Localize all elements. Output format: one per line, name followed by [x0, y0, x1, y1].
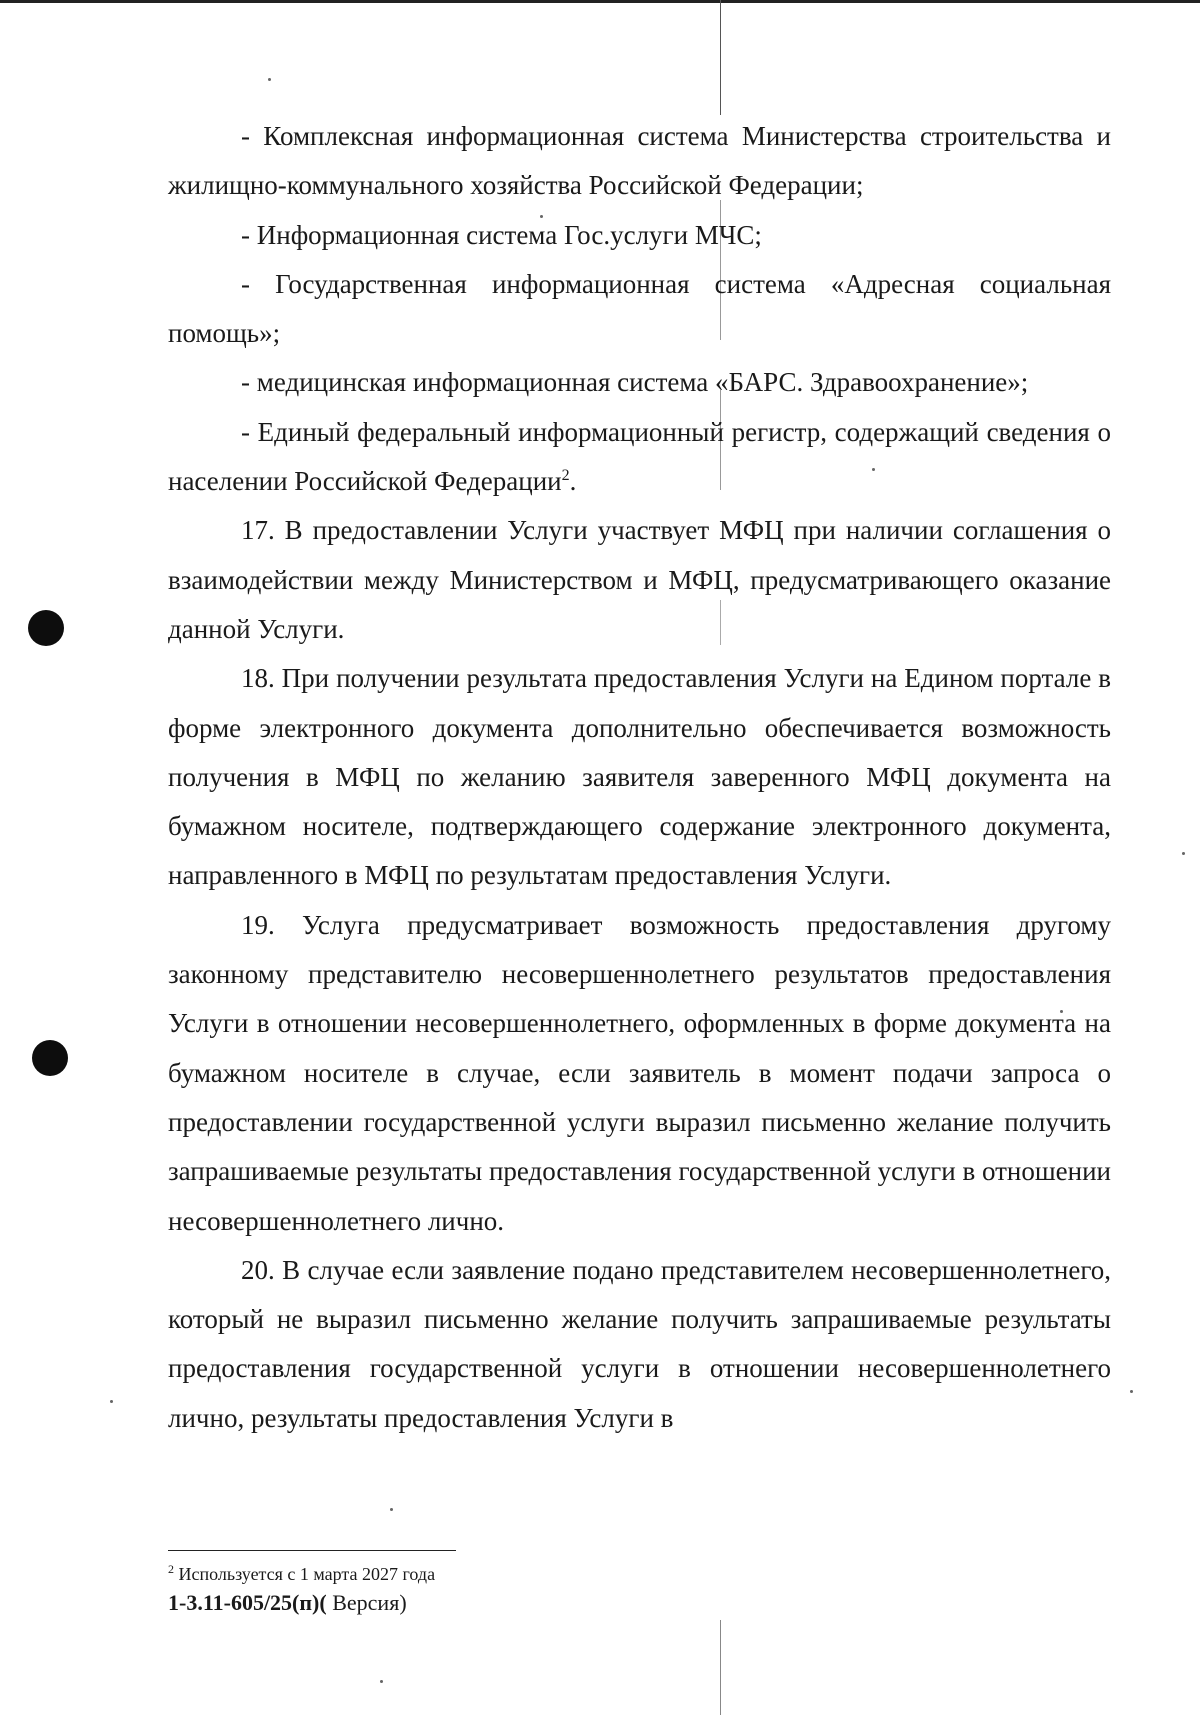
- paragraph-17: 17. В предоставлении Услуги участвует МФЦ при наличии соглашения о взаимодействии между Министерством и МФЦ, предусматривающего оказание данной Услуги.: [168, 515, 1111, 644]
- footnote: [168, 1563, 435, 1585]
- document-body: [168, 112, 1111, 1443]
- scan-speck: [380, 1680, 383, 1683]
- list-item: - Информационная система Гос.услуги МЧС;: [241, 219, 762, 250]
- scan-edge-line: [0, 0, 1200, 3]
- scan-speck: [268, 78, 271, 81]
- scan-speck: [390, 1508, 393, 1511]
- footnote-text: Используется с 1 марта 2027 года: [178, 1564, 436, 1584]
- punch-hole: [28, 610, 64, 646]
- scan-crease-line: [720, 0, 721, 115]
- scan-speck: [1130, 1390, 1133, 1393]
- list-item: - медицинская информационная система «БАРС. Здравоохранение»;: [241, 367, 1029, 398]
- document-version: Версия): [326, 1590, 407, 1615]
- document-code-number: 1-3.11-605/25(п)(: [168, 1590, 327, 1615]
- paragraph-20: 20. В случае если заявление подано представителем несовершеннолетнего, который не выразил письменно желание получить запрашиваемые результаты предоставления государственной услуги в отношении несовершеннолетнего лично, результаты предоставления Услуги в: [168, 1254, 1111, 1433]
- footnote-reference[interactable]: 2: [561, 467, 570, 485]
- scan-speck: [110, 1400, 113, 1403]
- paragraph-19: 19. Услуга предусматривает возможность предоставления другому законному представителю несовершеннолетнего результатов предоставления Услуги в отношении несовершеннолетнего, оформленных в форме документа на бумажном носителе в случае, если заявитель в момент подачи запроса о предоставлении государственной услуги выразил письменно желание получить запрашиваемые результаты предоставления государственной услуги в отношении несовершеннолетнего лично.: [168, 909, 1111, 1236]
- list-item: - Комплексная информационная система Министерства строительства и жилищно-коммунального хозяйства Российской Федерации;: [168, 121, 1111, 201]
- footnote-marker: 2: [168, 1562, 174, 1576]
- list-item: - Государственная информационная система «Адресная социальная помощь»;: [168, 268, 1111, 349]
- punch-hole: [32, 1040, 68, 1076]
- list-item: [168, 408, 1111, 507]
- scan-crease-line: [720, 1620, 721, 1715]
- footnote-separator: [168, 1550, 456, 1551]
- scan-speck: [1182, 852, 1185, 855]
- list-item-tail: .: [569, 466, 577, 497]
- paragraph-18: 18. При получении результата предоставления Услуги на Едином портале в форме электронного документа дополнительно обеспечивается возможность получения в МФЦ по желанию заявителя заверенного МФЦ документа на бумажном носителе, подтверждающего содержание электронного документа, направленного в МФЦ по результатам предоставления Услуги.: [168, 663, 1111, 891]
- document-code: [168, 1590, 407, 1616]
- list-item-text: - Единый федеральный информационный регистр, содержащий сведения о населении Российской Федерации: [168, 416, 1111, 497]
